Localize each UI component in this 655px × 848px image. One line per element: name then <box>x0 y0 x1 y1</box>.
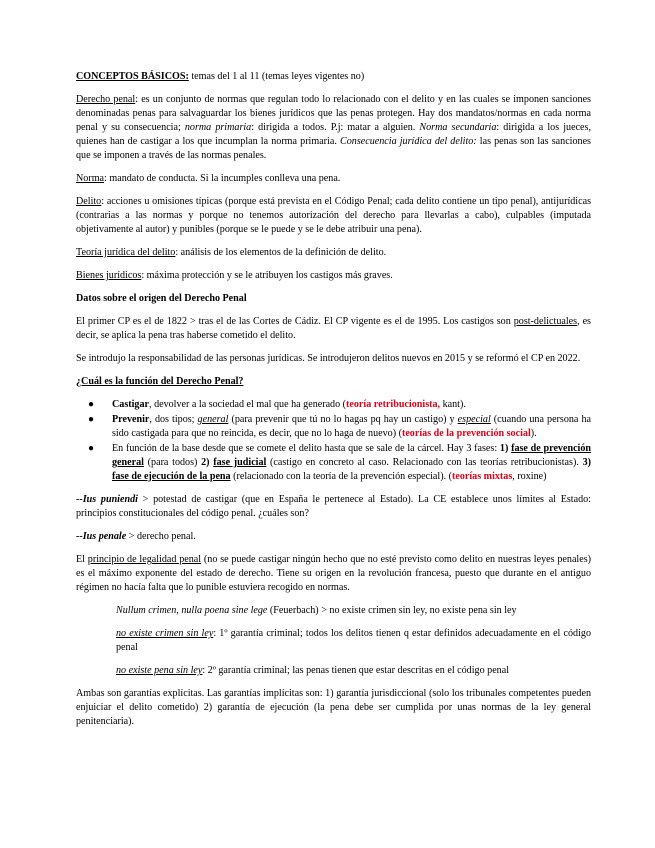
funcion-list <box>76 398 591 484</box>
no-crimen-text: : 1º garantía criminal; todos los delitos tienen q estar definidos adecuadamente en el código penal <box>116 628 591 653</box>
origen-paragraph-2: Se introdujo la responsabilidad de las personas jurídicas. Se introdujeron delitos nuevos en 2015 y se reformó el CP en 2022. <box>76 353 581 364</box>
nullum-text: (Feuerbach) > no existe crimen sin ley, no existe pena sin ley <box>267 605 517 616</box>
origen-paragraph-1 <box>76 315 591 343</box>
ius-penale-text: > derecho penal. <box>126 531 196 542</box>
delito-paragraph <box>76 195 591 237</box>
page-title: CONCEPTOS BÁSICOS: <box>76 71 189 82</box>
fase-ejecucion: fase de ejecución de la pena <box>112 471 231 482</box>
prevenir-text-1: , dos tipos; <box>149 414 198 425</box>
legalidad-text-1: El <box>76 554 88 565</box>
list-item <box>76 398 591 412</box>
prevenir-text-2: (para prevenir que tú no lo hagas pq hay un castigo) y <box>228 414 458 425</box>
delito-text: : acciones u omisiones típicas (porque está prevista en el Código Penal; cada delito contiene un tipo penal), antijurídicas (contrarias a las normas y porque no tenemos autorización del derecho para llevarlas a cabo), culpables (imputada objetivamente al autor) y punibles (porque se le puede y se le debe atribuir una pena). <box>76 196 591 235</box>
norma-secundaria-term: Norma secundaria <box>419 122 497 133</box>
no-pena-paragraph <box>76 664 591 678</box>
norma-paragraph <box>76 172 591 186</box>
prevenir-text-3: (cuando una persona ha sido castigada para que no reincida, es decir, que no lo haga de nuevo) ( <box>112 414 591 439</box>
fases-end: , roxine) <box>512 471 547 482</box>
garantias-paragraph: Ambas son garantías explícitas. Las garantías implícitas son: 1) garantía jurisdiccional (solo los tribunales competentes pueden enjuiciar el delito cometido) 2) garantía de ejecución (la pena debe ser cumplida por unas normas de la ley general penitenciaria). <box>76 688 591 727</box>
title-paragraph <box>76 70 591 84</box>
teorias-mixtas: teorías mixtas <box>451 471 513 482</box>
general-term: general <box>197 414 229 425</box>
no-pena-term: no existe pena sin ley <box>116 665 203 676</box>
derecho-penal-text-2: : dirigida a todos. P.j: matar a alguien. <box>251 122 420 133</box>
derecho-penal-paragraph <box>76 93 591 163</box>
teoria-paragraph <box>76 246 591 260</box>
funcion-heading: ¿Cuál es la función del Derecho Penal? <box>76 376 244 387</box>
bienes-term: Bienes jurídicos <box>76 270 142 281</box>
no-crimen-paragraph <box>76 627 591 655</box>
derecho-penal-text-4: las penas son las sanciones que se imponen a través de las normas penales. <box>76 136 591 161</box>
fase-2-number: 2) <box>201 457 214 468</box>
nullum-paragraph <box>76 604 591 618</box>
derecho-penal-term: Derecho penal <box>76 94 136 105</box>
teoria-retribucionista: teoría retribucionista, <box>346 399 441 410</box>
fases-text-2: (para todos) <box>143 457 202 468</box>
bullet-icon: ● <box>88 443 95 454</box>
fase-judicial: fase judicial <box>213 457 267 468</box>
title-rest: temas del 1 al 11 (temas leyes vigentes no) <box>188 71 365 82</box>
origen-text-1: El primer CP es el de 1822 > tras el de las Cortes de Cádiz. El CP vigente es el de 1995. Los castigos son <box>76 316 514 327</box>
bienes-text: : máxima protección y se le atribuyen los castigos más graves. <box>141 270 393 281</box>
derecho-penal-text-3: : dirigida a los jueces, quienes han de castigar a los que incumplan la norma primaria. <box>76 122 591 147</box>
list-item <box>76 442 591 484</box>
fase-1-number: 1) <box>499 443 512 454</box>
ius-penale-term: --Ius penale <box>76 531 127 542</box>
castigar-text: , devolver a la sociedad el mal que ha generado ( <box>149 399 347 410</box>
fases-text-3: (castigo en concreto al caso. Relacionado con las teorías retribucionistas). <box>266 457 583 468</box>
post-delictuales-term: post-delictuales <box>513 316 578 327</box>
teoria-text: : análisis de los elementos de la definición de delito. <box>175 247 387 258</box>
no-pena-text: : 2º garantía criminal; las penas tienen que estar descritas en el código penal <box>202 665 510 676</box>
ius-puniendi-term: --Ius puniendi <box>76 494 138 505</box>
legalidad-paragraph <box>76 553 591 595</box>
prevenir-end: ). <box>530 428 537 439</box>
bienes-paragraph <box>76 269 591 283</box>
ius-penale-paragraph <box>76 530 591 544</box>
fase-prevencion-general: fase de prevención general <box>112 443 592 468</box>
bullet-icon: ● <box>88 399 95 410</box>
fases-text-4: (relacionado con la teoría de la prevención especial). ( <box>230 471 452 482</box>
fase-3-number: 3) <box>582 457 591 468</box>
norma-term: Norma <box>76 173 105 184</box>
castigar-end: kant). <box>440 399 466 410</box>
origen-text-2: , es decir, se aplica la pena tras haberse cometido el delito. <box>76 316 591 341</box>
consecuencia-term: Consecuencia jurídica del delito: <box>340 136 477 147</box>
teoria-term: Teoría jurídica del delito <box>76 247 176 258</box>
norma-text: : mandato de conducta. Si la incumples conlleva una pena. <box>104 173 341 184</box>
bullet-icon: ● <box>88 414 95 425</box>
castigar-term: Castigar <box>112 399 150 410</box>
no-crimen-term: no existe crimen sin ley <box>116 628 214 639</box>
derecho-penal-text-1: : es un conjunto de normas que regulan todo lo relacionado con el delito y en las cuales se imponen sanciones denominadas penas para salvaguardar los bienes jurídicos que las penas protegen. Hay dos mandatos/normas en cada norma penal y su consecuencia; <box>76 94 591 133</box>
prevenir-term: Prevenir <box>112 414 150 425</box>
nullum-latin: Nullum crimen, nulla poena sine lege <box>116 605 268 616</box>
legalidad-text-2: (no se puede castigar ningún hecho que no esté previsto como delito en nuestras leyes penales) es el máximo exponente del estado de derecho. Tiene su origen en la revolución francesa, puesto que durante en el antiguo régimen no hacía falta que lo punible estuviera recogido en normas. <box>76 554 591 593</box>
ius-puniendi-paragraph <box>76 493 591 521</box>
origen-heading: Datos sobre el origen del Derecho Penal <box>76 293 247 304</box>
fases-text-1: En función de la base desde que se comete el delito hasta que se sale de la cárcel. Hay 3 fases: <box>112 443 500 454</box>
especial-term: especial <box>457 414 491 425</box>
delito-term: Delito <box>76 196 102 207</box>
teorias-prevencion: teorías de la prevención social <box>401 428 531 439</box>
ius-puniendi-text: > potestad de castigar (que en España le pertenece al Estado). La CE establece unos límites al Estado: principios constitucionales del código penal. ¿cuáles son? <box>76 494 591 519</box>
legalidad-term: principio de legalidad penal <box>87 554 202 565</box>
list-item <box>76 413 591 441</box>
norma-primaria-term: norma primaria <box>184 122 252 133</box>
